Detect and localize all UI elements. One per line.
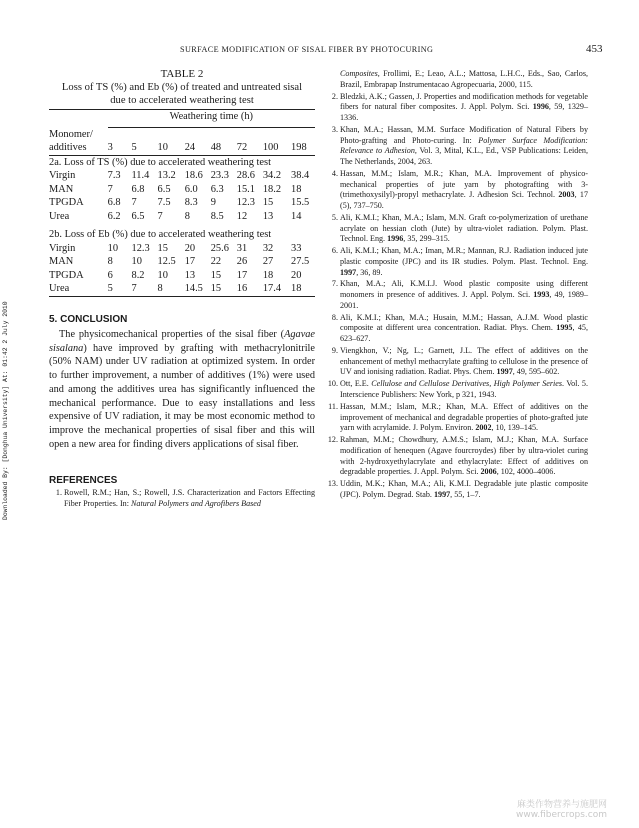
table-row <box>49 210 315 224</box>
table-cell: 14.5 <box>184 283 203 294</box>
reference-text: . Vol. 5. Interscience Publishers: New York, p 321, 1943. <box>340 379 588 400</box>
section-b-title: 2b. Loss of Eb (%) due to accelerated weathering test <box>49 229 272 240</box>
table-cell: 28.6 <box>236 170 255 181</box>
col-header: 10 <box>157 142 168 153</box>
conclusion-text-2: ) have improved by grafting with methacrylonitrile (50% NAM) under UV radiation at optimized system. In order to further improvement, a number of additives (1%) were used and among the additives urea has significantly influenced the mechanical performance. Due to easy installations and less expensive of UV radiation, it may be most economic method to improve the mechanical properties of sisal fiber and this will open a new area for finding divers applications of sisal fiber. <box>49 342 315 450</box>
col-header: 198 <box>291 142 307 153</box>
reference-text: Rowell, R.M.; Han, S.; Rowell, J.S. Characterization and Factors Effecting Fiber Properties. In: <box>64 488 315 508</box>
table-cell: 6.8 <box>107 197 121 208</box>
reference-number: 1. <box>55 488 62 497</box>
reference-text: Khan, M.A.; Ali, K.M.I.J. Wood plastic composite using different monomers in presence of additives. J. Appl. Polym. Sci. <box>340 279 588 300</box>
section-b-title-row <box>49 223 315 242</box>
species-name: Agavae sisalana <box>49 329 315 354</box>
table-cell: 25.6 <box>210 242 229 254</box>
table-cell: 20 <box>184 242 196 254</box>
reference-2 <box>325 92 588 124</box>
weathering-time-label: Weathering time (h) <box>169 111 254 122</box>
section-a-title: 2a. Loss of TS (%) due to accelerated weathering test <box>49 156 271 168</box>
reference-number: 6. <box>331 246 338 256</box>
table-row <box>49 282 315 296</box>
table-cell: 8.3 <box>184 197 198 208</box>
reference-text: Hassan, M.M.; Islam, M.R.; Khan, M.A. Improvement of physico-mechanical properties of jute yarn by photografting with 3-(trimethoxysilyl)-propyl methacrylate. J. Adhesion Sci. Technol. <box>340 168 588 200</box>
running-header <box>0 45 639 59</box>
reference-10 <box>325 379 588 400</box>
table-row <box>49 169 315 183</box>
table-cell: 31 <box>236 242 248 254</box>
section-a-title-row <box>49 156 315 170</box>
table-cell: 15 <box>210 269 222 281</box>
table-cell: 32 <box>262 242 274 254</box>
reference-text: Uddin, M.K.; Khan, M.A.; Ali, K.M.I. Degradable jute plastic composite (JPC). Polym. Degrad. Stab. <box>340 479 588 499</box>
table-cell: 38.4 <box>291 170 310 181</box>
reference-6 <box>325 246 588 278</box>
reference-text: , 59, 1329–1336. <box>340 102 589 122</box>
reference-number: 9. <box>331 346 338 356</box>
loss-table <box>49 110 315 297</box>
table-cell: 11.4 <box>131 170 150 181</box>
reference-number: 4. <box>331 168 338 178</box>
reference-title: Polymer Surface Modification: Relevance to Adhesion <box>340 135 589 156</box>
reference-year: 1997 <box>433 489 451 499</box>
table-cell: 8 <box>184 210 190 222</box>
reference-year: 1996 <box>387 234 404 244</box>
table-cell: 15 <box>262 197 274 208</box>
reference-text: Ali, K.M.I.; Khan, M.A.; Iman, M.R.; Mannan, R.J. Radiation induced jute plastic composite (JPC) and its IR studies. Polym. Plast. Technol. Eng. <box>340 246 588 266</box>
table-cell: 6.2 <box>107 210 121 222</box>
table-cell: 12.3 <box>236 197 255 208</box>
stub-header-line-1: Monomer/ <box>49 128 93 140</box>
reference-text: , 36, 89. <box>356 267 383 277</box>
table-cell: 6.8 <box>131 183 145 195</box>
reference-number: 5. <box>331 212 338 222</box>
reference-text: Rahman, M.M.; Chowdhury, A.M.S.; Islam, M.J.; Khan, M.A. Surface modification of henequen (Agave fourcroydes) fiber by ultra-violet curing with 2-hydroxyethylacrylate and ethylacrylate: Effect of additives on degradable properties. J. Appl. Polym. Sci. <box>340 435 588 477</box>
reference-title: Natural Polymers and Agrofibers Based <box>131 498 261 508</box>
table-cell: 20 <box>291 269 302 281</box>
table-cell: 18 <box>291 183 302 195</box>
table-cell: 10 <box>131 256 142 267</box>
download-stamp-text: Downloaded By: [Donghua University] At: 01:42 2 July 2010 <box>2 301 9 520</box>
table-cell: 10 <box>107 242 119 254</box>
weathering-time-header <box>108 110 315 128</box>
reference-year: 1996 <box>532 102 549 112</box>
page-number: 453 <box>586 43 603 55</box>
col-header: 3 <box>107 142 113 153</box>
table-cell: 26 <box>236 256 248 267</box>
table-cell: 6.3 <box>210 183 224 195</box>
table-cell: 12 <box>236 210 248 222</box>
reference-number: 7. <box>331 279 338 289</box>
row-label: MAN <box>49 256 74 267</box>
table-cell: 7.3 <box>107 170 121 181</box>
table-cell: 13 <box>184 269 196 281</box>
reference-text: Khan, M.A.; Hassan, M.M. Surface Modification of Natural Fibers by Photo-grafting and Photo-curing. In: <box>340 124 588 145</box>
table-caption-line-1: Loss of TS (%) and Eb (%) of treated and untreated sisal <box>61 82 303 93</box>
references-left-column <box>49 488 315 511</box>
table-cell: 22 <box>210 256 222 267</box>
table-cell: 8 <box>107 256 113 267</box>
table-label: TABLE 2 <box>160 68 204 80</box>
table-cell: 15.1 <box>236 183 255 195</box>
reference-text: Viengkhon, V.; Ng, L.; Garnett, J.L. The effect of additives on the enhancement of methyl methacrylate grafting to cellulose in the presence of UV and ionising radiation. Radiat. Phys. Chem. <box>340 346 588 377</box>
reference-number: 13. <box>327 479 338 489</box>
table-cell: 8 <box>157 283 163 294</box>
reference-3 <box>325 125 588 168</box>
reference-title: Cellulose and Cellulose Derivatives, High Polymer Series <box>371 379 562 389</box>
reference-text: , Vol. 3, Mital, K.L., Ed., VSP Publications: Leiden, The Netherlands, 2004, 263. <box>340 146 589 166</box>
weathering-header-row <box>49 110 315 128</box>
table-cell: 7 <box>131 283 137 294</box>
table-cell: 15.5 <box>291 197 310 208</box>
references-right-column <box>325 69 588 502</box>
row-label: MAN <box>49 183 74 195</box>
column-header-row-2 <box>49 141 315 155</box>
table-cell: 13.2 <box>157 170 176 181</box>
col-header: 24 <box>184 142 196 153</box>
reference-year: 2006 <box>480 467 497 477</box>
reference-text: , 10, 139–145. <box>491 423 539 433</box>
table-row <box>49 196 315 210</box>
table-cell: 18.2 <box>262 183 282 195</box>
reference-number: 12. <box>327 435 338 445</box>
table-cell: 6 <box>107 269 113 281</box>
references-heading: REFERENCES <box>49 475 118 486</box>
stub-header-line-2: additives <box>49 142 87 153</box>
reference-number: 10. <box>327 379 338 389</box>
reference-title: Composites <box>340 69 378 78</box>
table-cell: 6.5 <box>157 183 171 195</box>
table-cell: 12.5 <box>157 256 176 267</box>
watermark-line-2: www.fibercrops.com <box>516 810 607 820</box>
reference-number: 2. <box>331 91 338 101</box>
reference-4 <box>325 169 588 212</box>
table-cell: 9 <box>210 197 216 208</box>
conclusion-paragraph <box>49 328 315 451</box>
site-watermark <box>516 800 607 820</box>
col-header: 48 <box>210 142 222 153</box>
reference-text: Ali, K.M.I.; Khan, M.A.; Islam, M.N. Graft co-polymerization of urethane acrylate on hessian cloth (Jute) by ultra-violet radiation. Polym. Plast. Technol. Eng. <box>340 212 588 244</box>
table-cell: 15 <box>210 283 222 294</box>
reference-text: Ott, E.E. <box>340 379 372 389</box>
table-cell: 16 <box>236 283 248 294</box>
table-cell: 6.5 <box>131 210 145 222</box>
col-header: 5 <box>131 142 137 153</box>
table-cell: 8.2 <box>131 269 145 281</box>
reference-text: , 49, 595–602. <box>512 367 560 377</box>
reference-text: Bledzki, A.K.; Gassen, J. Properties and modification methods for vegetable fibers for natural fiber composites. J. Appl. Polym. Sci. <box>340 91 588 112</box>
reference-year: 1997 <box>340 267 357 277</box>
reference-year: 2002 <box>475 423 492 433</box>
reference-11 <box>325 402 588 434</box>
table-cell: 10 <box>157 269 168 281</box>
table-cell: 7.5 <box>157 197 171 208</box>
table-cell: 33 <box>291 242 302 254</box>
col-header: 100 <box>262 142 279 153</box>
row-label: Urea <box>49 210 70 222</box>
table-cell: 17 <box>236 269 248 281</box>
table-cell: 5 <box>107 283 113 294</box>
reference-number: 8. <box>331 312 338 322</box>
table-2 <box>49 68 315 297</box>
table-cell: 23.3 <box>210 170 229 181</box>
reference-year: 2003 <box>558 190 575 200</box>
table-cell: 7 <box>157 210 163 222</box>
reference-text: Ali, K.M.I.; Khan, M.A.; Husain, M.M.; Hassan, A.J.M. Wood plastic composite at different urea concentration. Radiat. Phys. Chem. <box>340 312 588 333</box>
table-cell: 7 <box>131 197 137 208</box>
watermark-line-1: 麻类作物营养与施肥网 <box>516 800 607 810</box>
reference-number: 3. <box>331 124 338 134</box>
row-label: TPGDA <box>49 197 84 208</box>
row-label: Urea <box>49 283 70 294</box>
reference-12 <box>325 435 588 478</box>
reference-year: 1997 <box>496 367 513 377</box>
reference-8 <box>325 313 588 345</box>
conclusion-text-1: The physicomechanical properties of the sisal fiber ( <box>59 329 285 340</box>
table-row <box>49 242 315 256</box>
reference-text: , 45, 623–627. <box>340 323 588 344</box>
table-cell: 15 <box>157 242 168 254</box>
reference-text: , 35, 299–315. <box>403 234 450 244</box>
table-row <box>49 183 315 197</box>
reference-text: , 17 (5), 737–750. <box>340 190 588 210</box>
table-cell: 7 <box>107 183 113 195</box>
reference-number: 11. <box>328 401 338 411</box>
table-cell: 8.5 <box>210 210 224 222</box>
table-cell: 18 <box>291 283 302 294</box>
reference-13 <box>325 479 588 500</box>
reference-text: , Frollimi, E.; Leao, A.L.; Mattosa, L.H.C., Eds., Sao, Carlos, Brazil, Embrapap Instrumentacao Agropecuaria, 2000, 115. <box>340 69 588 89</box>
table-cell: 6.0 <box>184 183 198 195</box>
table-cell: 13 <box>262 210 274 222</box>
reference-year: 1993 <box>533 290 550 300</box>
table-cell: 27 <box>262 256 274 267</box>
table-cell: 17.4 <box>262 283 282 294</box>
row-label: Virgin <box>49 170 76 181</box>
running-title: SURFACE MODIFICATION OF SISAL FIBER BY PHOTOCURING <box>180 45 434 54</box>
table-bottom-rule <box>49 296 315 297</box>
reference-year: 1995 <box>556 323 573 333</box>
table-caption-line-2: due to accelerated weathering test <box>110 95 254 106</box>
col-header: 72 <box>236 142 248 153</box>
table-cell: 18.6 <box>184 170 203 181</box>
table-cell: 17 <box>184 256 196 267</box>
reference-5 <box>325 213 588 245</box>
table-cell: 27.5 <box>291 256 310 267</box>
section-b-rows <box>49 242 315 296</box>
reference-1 <box>49 488 315 509</box>
reference-text: Hassan, M.M.; Islam, M.R.; Khan, M.A. Effect of additives on the improvement of mechanical and degradable properties of photo-grafted jute yarn with acrylamide. J. Polym. Environ. <box>340 401 588 433</box>
column-header-row-1 <box>49 128 315 142</box>
row-label: TPGDA <box>49 269 84 281</box>
reference-9 <box>325 346 588 378</box>
section-a-rows <box>49 169 315 223</box>
conclusion-heading: 5. CONCLUSION <box>49 314 128 325</box>
table-cell: 14 <box>291 210 302 222</box>
table-cell: 12.3 <box>131 242 150 254</box>
table-row <box>49 269 315 283</box>
reference-text: , 102, 4000–4006. <box>496 467 556 477</box>
reference-7 <box>325 279 588 311</box>
row-label: Virgin <box>49 242 76 254</box>
table-row <box>49 255 315 269</box>
conclusion-section <box>49 313 315 451</box>
reference-1-continued <box>325 69 588 90</box>
table-cell: 34.2 <box>262 170 282 181</box>
reference-text: , 55, 1–7. <box>450 489 481 499</box>
table-cell: 18 <box>262 269 274 281</box>
reference-text: , 49, 1989–2001. <box>340 290 589 310</box>
